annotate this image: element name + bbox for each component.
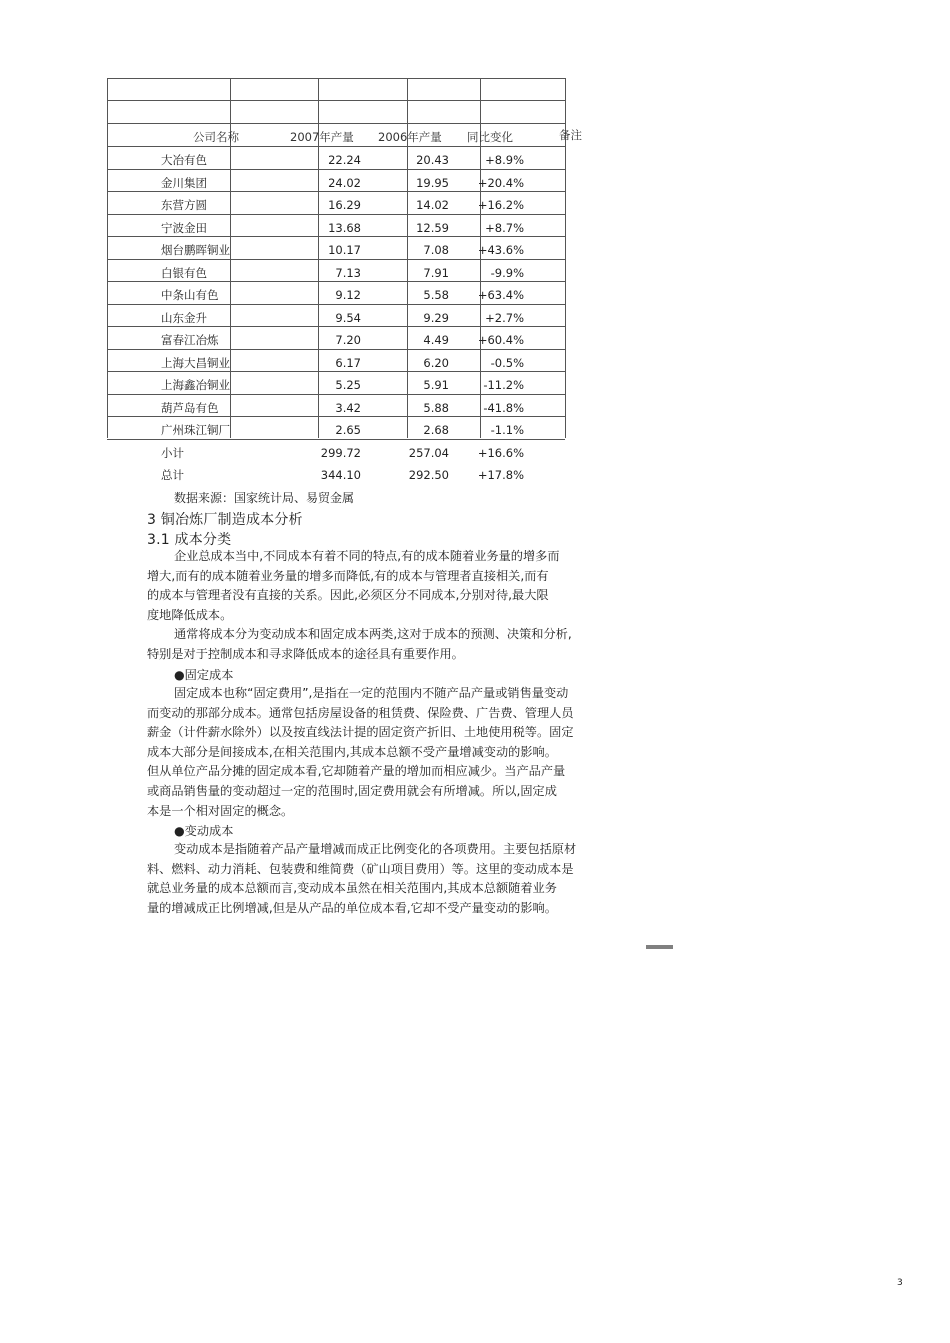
row-2007: 9.12 [335,288,361,302]
row-change: -1.1% [490,423,524,437]
grid-hline [107,349,565,350]
row-2007: 344.10 [320,468,361,482]
row-company: 上海大昌铜业 [161,355,230,370]
row-2007: 7.13 [335,265,361,280]
paragraph-1 [147,547,627,625]
row-2007: 2.65 [335,423,361,437]
row-change: -0.5% [490,355,524,370]
bullet-variable-cost: ●变动成本 [174,824,234,838]
row-2007: 10.17 [328,243,361,257]
row-company: 东营方圆 [161,198,207,212]
para-line: 但从单位产品分摊的固定成本看,它却随着产量的增加而相应减少。当产品产量 [147,764,566,779]
row-company: 大冶有色 [161,153,207,167]
row-2006: 20.43 [416,153,449,167]
header-2006: 2006年产量 [378,130,442,144]
subsection-title: 3.1 成本分类 [147,532,232,548]
row-change: +16.2% [477,198,524,212]
row-change: +43.6% [477,243,524,257]
grid-hline [107,236,565,237]
row-change: +60.4% [477,333,524,347]
row-change: +17.8% [477,468,524,482]
para-line: 成本大部分是间接成本,在相关范围内,其成本总额不受产量增减变动的影响。 [147,744,557,759]
para-line: 的成本与管理者没有直接的关系。因此,必须区分不同成本,分别对待,最大限 [147,588,549,603]
header-company: 公司名称 [193,130,239,144]
row-2006: 7.08 [423,243,449,257]
grid-hline [107,146,565,147]
row-change: +20.4% [477,175,524,190]
row-company: 宁波金田 [161,220,207,235]
paragraph-4 [147,840,627,918]
grid-hline [107,304,565,305]
row-company: 小计 [161,445,184,460]
row-company: 葫芦岛有色 [161,400,219,415]
section-title: 3 铜冶炼厂制造成本分析 [147,512,303,528]
para-line: 通常将成本分为变动成本和固定成本两类,这对于成本的预测、决策和分析, [174,627,572,641]
row-2007: 3.42 [335,400,361,415]
row-2006: 292.50 [408,468,449,482]
para-line: 增大,而有的成本随着业务量的增多而降低,有的成本与管理者直接相关,而有 [147,568,549,583]
page-number: 3 [897,1278,903,1288]
row-2007: 6.17 [335,355,361,370]
grid-vline [107,78,108,438]
row-2007: 7.20 [335,333,361,347]
para-line: 而变动的那部分成本。通常包括房屋设备的租赁费、保险费、广告费、管理人员 [147,705,574,720]
row-company: 金川集团 [161,175,207,190]
grid-hline [107,394,565,395]
row-2007: 24.02 [328,175,361,190]
para-line: 薪金（计件薪水除外）以及按直线法计提的固定资产折旧、土地使用税等。固定 [147,725,574,740]
paragraph-2 [147,625,627,664]
production-table [107,78,582,482]
row-2007: 9.54 [335,310,361,325]
para-line: 特别是对于控制成本和寻求降低成本的途径具有重要作用。 [147,646,464,661]
para-line: 固定成本也称“固定费用”,是指在一定的范围内不随产品产量或销售量变动 [174,686,569,700]
row-change: -41.8% [483,400,524,415]
grid-hline [107,100,565,101]
row-2007: 5.25 [335,378,361,392]
row-change: -11.2% [483,378,524,392]
row-2006: 6.20 [423,355,449,370]
bullet-fixed-cost: ●固定成本 [174,668,234,682]
paragraph-3 [147,684,627,821]
row-2007: 22.24 [328,153,361,167]
para-line: 料、燃料、动力消耗、包装费和维简费（矿山项目费用）等。这里的变动成本是 [147,861,574,876]
row-2006: 12.59 [416,220,449,235]
row-2006: 7.91 [423,265,449,280]
row-2007: 13.68 [328,220,361,235]
grid-hline [107,281,565,282]
para-line: 本是一个相对固定的概念。 [147,803,294,818]
row-company: 总计 [161,468,184,482]
row-change: +8.9% [485,153,524,167]
row-2006: 14.02 [416,198,449,212]
row-2006: 5.58 [423,288,449,302]
row-2006: 19.95 [416,175,449,190]
para-line: 度地降低成本。 [147,607,233,622]
grid-hline [107,169,565,170]
row-2006: 5.91 [423,378,449,392]
row-change: -9.9% [490,265,524,280]
row-2006: 257.04 [408,445,449,460]
row-2006: 5.88 [423,400,449,415]
row-company: 富春江冶炼 [161,333,219,347]
row-2006: 2.68 [423,423,449,437]
row-change: +8.7% [485,220,524,235]
row-2006: 4.49 [423,333,449,347]
grid-hline [107,123,565,124]
row-change: +63.4% [477,288,524,302]
para-line: 或商品销售量的变动超过一定的范围时,固定费用就会有所增减。所以,固定成 [147,783,557,798]
row-2007: 299.72 [320,445,361,460]
grid-hline [107,371,565,372]
grid-hline [107,259,565,260]
row-company: 中条山有色 [161,288,219,302]
header-2007: 2007年产量 [290,130,354,144]
grid-hline [107,439,565,440]
row-company: 白银有色 [161,265,207,280]
grid-hline [107,78,565,79]
para-line: 变动成本是指随着产品产量增减而成正比例变化的各项费用。主要包括原材 [174,842,577,856]
row-2006: 9.29 [423,310,449,325]
row-change: +16.6% [477,445,524,460]
para-line: 量的增减成正比例增减,但是从产品的单位成本看,它却不受产量变动的影响。 [147,900,557,915]
para-line: 企业总成本当中,不同成本有着不同的特点,有的成本随着业务量的增多而 [174,549,560,563]
grid-hline [107,326,565,327]
header-remark: 备注 [559,128,582,142]
data-source: 数据来源：国家统计局、易贸金属 [174,491,355,505]
grid-hline [107,191,565,192]
grid-hline [107,416,565,417]
grid-hline [107,214,565,215]
row-2007: 16.29 [328,198,361,212]
row-change: +2.7% [485,310,524,325]
header-yoy: 同比变化 [467,130,513,144]
row-company: 烟台鹏晖铜业 [161,243,230,257]
separator-mark [646,945,673,949]
row-company: 山东金升 [161,310,207,325]
para-line: 就总业务量的成本总额而言,变动成本虽然在相关范围内,其成本总额随着业务 [147,881,557,896]
row-company: 广州珠江铜厂 [161,423,230,437]
row-company: 上海鑫冶铜业 [161,378,230,392]
